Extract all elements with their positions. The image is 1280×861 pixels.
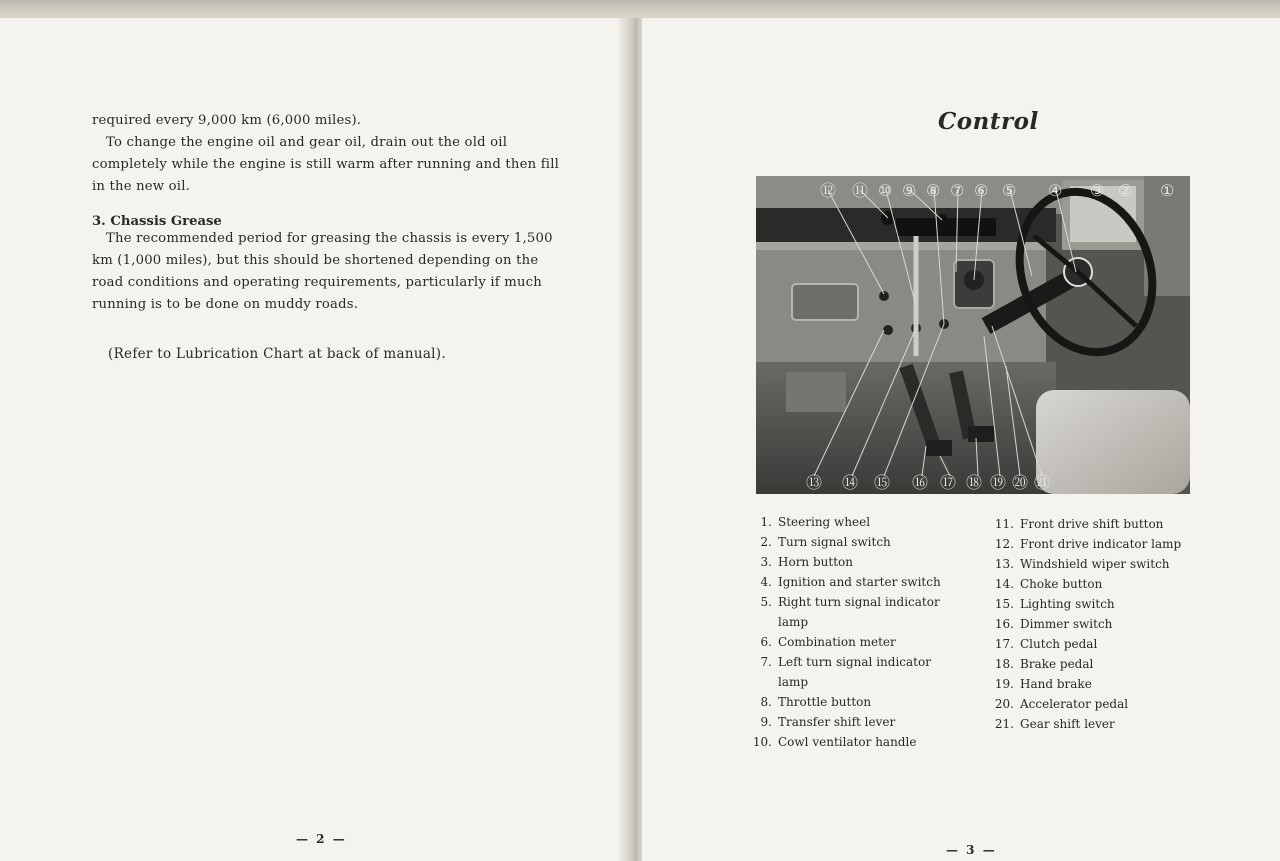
legend-item [990, 614, 1190, 634]
legend-label: Choke button [1020, 577, 1103, 591]
legend-number: 5. [760, 595, 772, 609]
callout-2: ② [1118, 181, 1133, 200]
legend-item [990, 534, 1190, 554]
callout-15: ⑮ [874, 473, 891, 492]
legend-number: 12. [994, 537, 1014, 551]
legend-item [990, 514, 1190, 534]
legend-item [990, 594, 1190, 614]
legend-item [990, 574, 1190, 594]
paragraph-oil-interval: required every 9,000 km (6,000 miles). [92, 113, 362, 128]
legend-label: Right turn signal indicator [778, 595, 940, 609]
legend-item [990, 694, 1190, 714]
legend-number: 16. [994, 617, 1014, 631]
legend-item [990, 634, 1190, 654]
legend-item [990, 654, 1190, 674]
legend-number: 20. [994, 697, 1014, 711]
legend-label: Front drive shift button [1020, 517, 1164, 531]
legend-item [990, 714, 1190, 734]
callout-6: ⑥ [974, 181, 989, 200]
legend-number: 4. [760, 575, 772, 589]
page-title: Control [938, 108, 1039, 135]
legend-number: 21. [994, 717, 1014, 731]
legend-number: 8. [760, 695, 772, 709]
legend-number: 15. [994, 597, 1014, 611]
callout-5: ⑤ [1002, 181, 1017, 200]
legend-label: Ignition and starter switch [778, 575, 941, 589]
legend-label: Clutch pedal [1020, 637, 1098, 651]
legend-item [748, 692, 958, 712]
callout-4: ④ [1048, 181, 1063, 200]
control-legend-right [990, 514, 1190, 734]
legend-item [748, 732, 958, 752]
dashboard-photo [756, 176, 1190, 494]
callout-11: ⑪ [852, 181, 869, 200]
callout-3: ③ [1090, 181, 1105, 200]
legend-item [990, 674, 1190, 694]
legend-label: Turn signal switch [778, 535, 891, 549]
legend-item [748, 712, 958, 732]
legend-label: Throttle button [778, 695, 872, 709]
legend-label: Gear shift lever [1020, 717, 1115, 731]
callout-18: ⑱ [966, 473, 983, 492]
legend-item [748, 592, 958, 612]
legend-number: 3. [760, 555, 772, 569]
legend-label: Dimmer switch [1020, 617, 1113, 631]
legend-number: 2. [760, 535, 772, 549]
legend-label: Horn button [778, 555, 853, 569]
callout-16: ⑯ [912, 473, 929, 492]
legend-number: 13. [994, 557, 1014, 571]
callout-13: ⑬ [806, 473, 823, 492]
legend-label: Accelerator pedal [1020, 697, 1129, 711]
legend-number: 11. [994, 517, 1014, 531]
legend-label: Cowl ventilator handle [778, 735, 917, 749]
legend-item [748, 632, 958, 652]
paragraph-oil-change: To change the engine oil and gear oil, drain out the old oil completely while the engine is still warm after running and then fill in the new oil. [92, 135, 560, 194]
lubrication-chart-reference: (Refer to Lubrication Chart at back of manual). [108, 346, 446, 362]
legend-label: Hand brake [1020, 677, 1092, 691]
legend-label: Combination meter [778, 635, 896, 649]
legend-label: Front drive indicator lamp [1020, 537, 1182, 551]
legend-number: 19. [994, 677, 1014, 691]
legend-number: 6. [760, 635, 772, 649]
page-number-right: — 3 — [946, 843, 997, 857]
legend-item [990, 554, 1190, 574]
left-page [0, 18, 628, 861]
legend-item [748, 552, 958, 572]
control-legend-left [748, 512, 958, 752]
heading-chassis-grease: 3. Chassis Grease [92, 214, 222, 229]
legend-label-continued: lamp [778, 675, 809, 689]
page-number-left: — 2 — [296, 832, 347, 846]
legend-number: 7. [760, 655, 772, 669]
legend-label: Steering wheel [778, 515, 871, 529]
legend-number: 10. [752, 735, 772, 749]
legend-item [748, 532, 958, 552]
legend-label: Brake pedal [1020, 657, 1094, 671]
legend-label: Left turn signal indicator [778, 655, 931, 669]
callout-10: ⑩ [878, 181, 893, 200]
legend-item [748, 572, 958, 592]
callout-14: ⑭ [842, 473, 859, 492]
callout-9: ⑨ [902, 181, 917, 200]
callout-19: ⑲ [990, 473, 1007, 492]
callout-21: ㉑ [1034, 473, 1051, 492]
legend-item [748, 512, 958, 532]
legend-number: 1. [760, 515, 772, 529]
callout-8: ⑧ [926, 181, 941, 200]
callout-12: ⑫ [820, 181, 837, 200]
legend-number: 14. [994, 577, 1014, 591]
callout-20: ⑳ [1012, 473, 1029, 492]
legend-label: Windshield wiper switch [1020, 557, 1170, 571]
paragraph-chassis-grease: The recommended period for greasing the chassis is every 1,500 km (1,000 miles), but this should be shortened depending on the road conditions and operating requirements, particularly if much running is to be done on muddy roads. [92, 231, 553, 312]
legend-label-continued: lamp [778, 615, 809, 629]
legend-number: 18. [994, 657, 1014, 671]
callout-7: ⑦ [950, 181, 965, 200]
callout-1: ① [1160, 181, 1175, 200]
legend-item-continued [748, 612, 958, 632]
legend-number: 17. [994, 637, 1014, 651]
legend-item [748, 652, 958, 672]
legend-number: 9. [760, 715, 772, 729]
dashboard-illustration [756, 176, 1190, 494]
legend-item-continued [748, 672, 958, 692]
callout-17: ⑰ [940, 473, 957, 492]
legend-label: Transfer shift lever [778, 715, 896, 729]
legend-label: Lighting switch [1020, 597, 1115, 611]
